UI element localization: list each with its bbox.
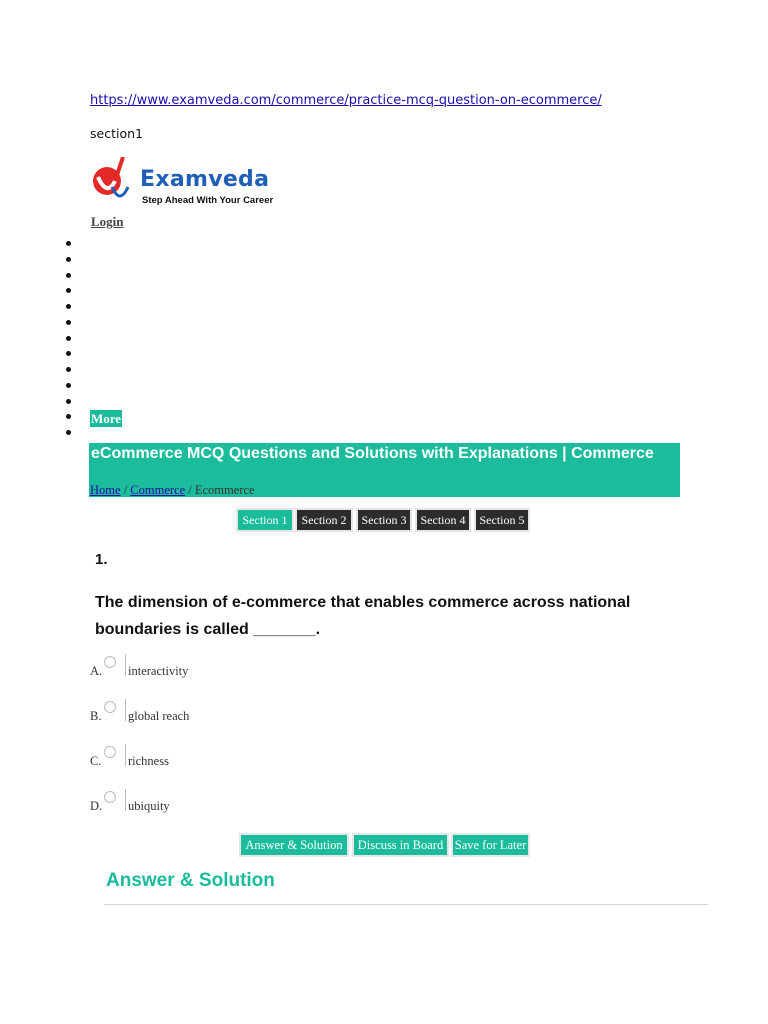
radio-button[interactable]: [104, 791, 116, 803]
nav-bullet: [66, 336, 71, 341]
nav-bullet: [66, 383, 71, 388]
option-letter: D.: [90, 799, 103, 813]
nav-bullet: [66, 257, 71, 262]
tab-section-4[interactable]: Section 4: [417, 510, 469, 530]
option-label: richness: [128, 754, 169, 768]
question-text: The dimension of e-commerce that enables commerce across national boundaries is called _______.: [95, 594, 631, 638]
breadcrumb-item-commerce[interactable]: Commerce: [130, 483, 186, 497]
breadcrumb-separator: /: [185, 483, 195, 497]
page-title: eCommerce MCQ Questions and Solutions with Explanations | Commerce: [91, 445, 654, 462]
answer-solution-heading: Answer & Solution: [106, 870, 275, 891]
answer-solution-button[interactable]: Answer & Solution: [241, 835, 347, 855]
save-for-later-button[interactable]: Save for Later: [453, 835, 528, 855]
option-separator: [125, 699, 126, 721]
nav-bullet: [66, 430, 71, 435]
tab-section-3[interactable]: Section 3: [358, 510, 410, 530]
option-letter: B.: [90, 709, 102, 723]
nav-bullet: [66, 414, 71, 419]
breadcrumb-item-home[interactable]: Home: [90, 483, 121, 497]
nav-bullet: [66, 399, 71, 404]
option-separator: [125, 789, 126, 811]
radio-button[interactable]: [104, 746, 116, 758]
more-menu-link[interactable]: More: [91, 411, 122, 426]
question-number: 1.: [95, 551, 108, 568]
breadcrumb: [90, 483, 255, 498]
login-link[interactable]: Login: [91, 214, 124, 229]
nav-bullet: [66, 304, 71, 309]
tab-section-1[interactable]: Section 1: [238, 510, 292, 530]
divider: [104, 904, 708, 905]
nav-bullet: [66, 288, 71, 293]
examveda-logo[interactable]: [90, 157, 290, 213]
logo-brand-text: Examveda: [140, 167, 270, 192]
section-label: section1: [90, 126, 143, 141]
nav-bullet: [66, 273, 71, 278]
breadcrumb-separator: /: [120, 483, 131, 497]
tab-section-5[interactable]: Section 5: [476, 510, 528, 530]
logo-tagline: Step Ahead With Your Career: [142, 195, 274, 206]
option-separator: [125, 654, 126, 676]
nav-bullet: [66, 241, 71, 246]
source-url-link[interactable]: https://www.examveda.com/commerce/practice-mcq-question-on-ecommerce/: [90, 93, 602, 108]
option-letter: A.: [90, 664, 103, 678]
option-label: ubiquity: [128, 799, 170, 813]
option-label: interactivity: [128, 664, 189, 678]
option-separator: [125, 744, 126, 766]
discuss-in-board-button[interactable]: Discuss in Board: [354, 835, 447, 855]
tab-section-2[interactable]: Section 2: [297, 510, 351, 530]
nav-bullet: [66, 367, 71, 372]
nav-bullet: [66, 351, 71, 356]
option-label: global reach: [128, 709, 190, 723]
nav-bullet: [66, 320, 71, 325]
breadcrumb-item-ecommerce: Ecommerce: [194, 483, 255, 497]
radio-button[interactable]: [104, 656, 116, 668]
radio-button[interactable]: [104, 701, 116, 713]
option-letter: C.: [90, 754, 102, 768]
